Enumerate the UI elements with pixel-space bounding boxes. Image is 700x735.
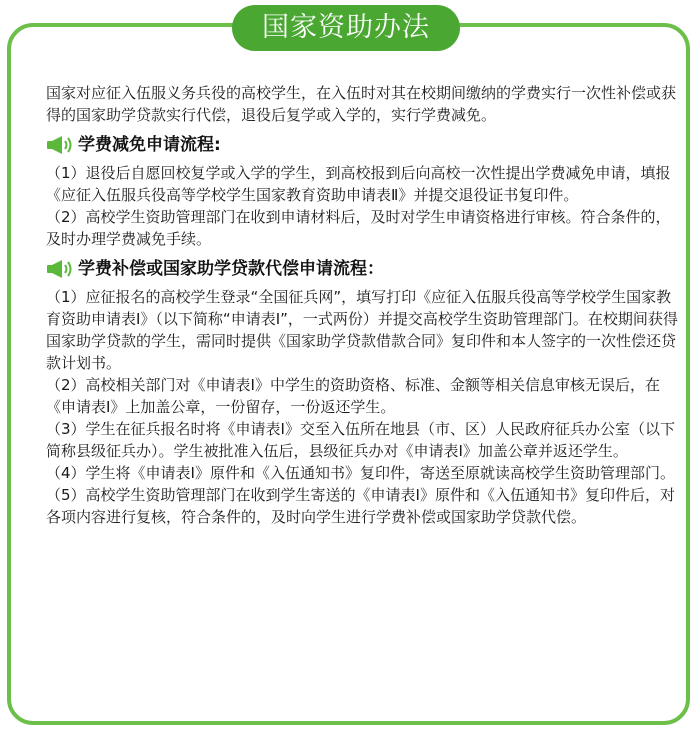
page-title: 国家资助办法 — [232, 5, 460, 51]
section-heading-label: 学费减免申请流程: — [78, 135, 221, 155]
intro-paragraph: 国家对应征入伍服义务兵役的高校学生，在入伍时对其在校期间缴纳的学费实行一次性补偿或获得的国家助学贷款实行代偿，退役后复学或入学的，实行学费减免。 — [46, 84, 677, 124]
section-heading-tuition-waiver — [44, 132, 678, 158]
megaphone-icon — [44, 134, 74, 156]
section-heading-compensation — [44, 256, 678, 282]
list-item: （5）高校学生资助管理部门在收到学生寄送的《申请表Ⅰ》原件和《入伍通知书》复印件后，对各项内容进行复核，符合条件的，及时向学生进行学费补偿或国家助学贷款代偿。 — [46, 486, 675, 526]
list-item: （3）学生在征兵报名时将《申请表Ⅰ》交至入伍所在地县（市、区）人民政府征兵办公室（以下简称县级征兵办）。学生被批准入伍后，县级征兵办对《申请表Ⅰ》加盖公章并返还学生。 — [46, 420, 675, 460]
content-body — [46, 82, 678, 528]
list-item: （2）高校相关部门对《申请表Ⅰ》中学生的资助资格、标准、金额等相关信息审核无误后，在《申请表Ⅰ》上加盖公章，一份留存，一份返还学生。 — [46, 376, 660, 416]
list-item: （4）学生将《申请表Ⅰ》原件和《入伍通知书》复印件，寄送至原就读高校学生资助管理部门。 — [46, 464, 675, 482]
section-heading-label: 学费补偿或国家助学贷款代偿申请流程： — [78, 259, 384, 279]
list-item: （1）应征报名的高校学生登录“全国征兵网”，填写打印《应征入伍服兵役高等学校学生国家教育资助申请表Ⅰ》（以下简称“申请表Ⅰ”，一式两份）并提交高校学生资助管理部门。在校期间获得国家助学贷款的学生，需同时提供《国家助学贷款借款合同》复印件和本人签字的一次性偿还贷款计划书。 — [46, 288, 678, 372]
megaphone-icon — [44, 258, 74, 280]
list-item: （2）高校学生资助管理部门在收到申请材料后，及时对学生申请资格进行审核。符合条件的，及时办理学费减免手续。 — [46, 208, 671, 248]
list-item: （1）退役后自愿回校复学或入学的学生，到高校报到后向高校一次性提出学费减免申请，填报《应征入伍服兵役高等学校学生国家教育资助申请表Ⅱ》并提交退役证书复印件。 — [46, 164, 671, 204]
